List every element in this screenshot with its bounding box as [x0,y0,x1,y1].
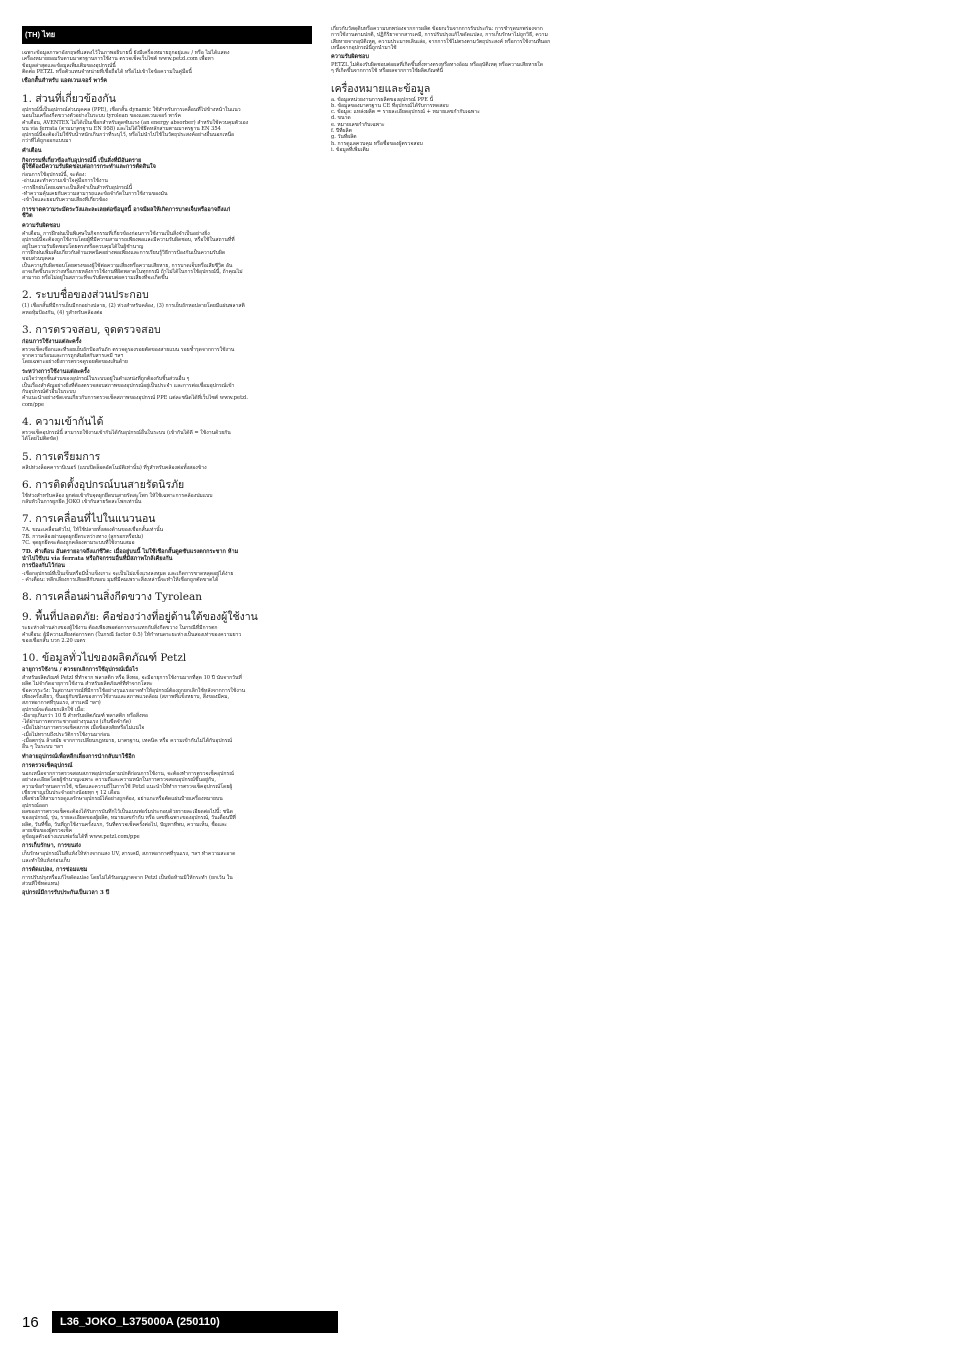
section-heading: 10. ข้อมูลทั่วไปของผลิตภัณฑ์ Petzl [22,652,187,665]
body-paragraph: สำหรับผลิตภัณฑ์ Petzl ที่ทำจาก พลาสติก หรือ สิ่งทอ, จะมีอายุการใช้งานมากที่สุด 10 ปี นับจากวันที่ ผลิต ไม่จำกัดอายุการใช้งาน สำหรับผลิตภัณฑ์ที่ทำจากโลหะ ข้อควรระวัง: ในสถานการณ์ที่มีการใช้อย่างรุนแรงอาจทำให้อุปกรณ์ต้องถูกยกเลิกใช้หลังจากการใช้งาน เพียงครั้งเดียว, ขึ้นอยู่กับชนิดของการใช้งานและสภาพแวดล้อม (สภาพที่แข็งหยาบ, สิ่งของมีคม, สภาพอากาศที่รุนแรง, สารเคมี ฯลฯ) อุปกรณ์จะต้องยกเลิกใช้ เมื่อ: -มีอายุเกินกว่า 10 ปี สำหรับผลิตภัณฑ์ พลาสติก หรือสิ่งทอ -ได้ผ่านการตกกระชากอย่างรุนแรง (เกินขีดจำกัด) -เมื่อไม่ผ่านการตรวจเช็คสภาพ เมื่อข้อสงสัยหรือไม่แน่ใจ -เมื่อไม่ทราบถึงประวัติการใช้งานมาก่อน -เมื่อตกรุ่น ล้าสมัย จากการเปลี่ยนกฎหมาย, มาตรฐาน, เทคนิค หรือ ความเข้ากันไม่ได้กับอุปกรณ์ อื่น ๆ ในระบบ ฯลฯ [22,675,246,751]
section-heading: 3. การตรวจสอบ, จุดตรวจสอบ [22,324,161,336]
page-footer [22,1311,338,1333]
subheading: คำเตือน [22,147,42,154]
body-paragraph: ระยะห่างด้านล่างของผู้ใช้งาน ต้องเพียงพอต่อการกระแทกกับสิ่งกีดขวาง ในกรณีที่มีการตก คำเตือน: ผู้มีความเสี่ยงต่อการตก (ในกรณี factor 0.5) ให้กำหนดระยะห่างเป็นสองเท่าของความยาว ของเชือกสั้น บวก 2.20 เมตร [22,625,242,644]
section-heading: 5. การเตรียมการ [22,450,101,463]
body-paragraph: ใช้ห่วงสำหรับคล้อง ผูกต่อเข้ากับจุดผูกยึดบนสายรัดสะโพก ให้ใช้เฉพาะการคล้องปมแบบ กลับหัวในการผูกยึด JOKO เข้ากับสายรัดสะโพกเท่านั้น [22,492,213,506]
document-code: L36_JOKO_L375000A (250110) [52,1311,338,1333]
right-content [331,26,621,153]
body-paragraph: แน่ใจว่าทุกชิ้นส่วนของอุปกรณ์ในระบบอยู่ในตำแหน่งที่ถูกต้องกับชิ้นส่วนอื่น ๆ เป็นเรื่องสำคัญอย่างยิ่งที่ต้องตรวจสอบสภาพของอุปกรณ์อยู่เป็นประจำ และการต่อเชื่อมอุปกรณ์เข้า กับอุปกรณ์ตัวอื่นในระบบ คำแนะนำอย่างชัดเจนเกี่ยวกับการตรวจเช็คสภาพของอุปกรณ์ PPE แต่ละชนิดได้ที่เว็บไซต์ www.petzl. com/ppe [22,376,249,408]
right-column [331,26,621,154]
body-paragraph: นอกเหนือจากการตรวจสอบสภาพอุปกรณ์ตามปกติก่อนการใช้งาน, จะต้องทำการตรวจเช็คอุปกรณ์ อย่างละเอียดโดยผู้ชำนาญเฉพาะ ความถี่และความหนักในการตรวจสอบอุปกรณ์ขึ้นอยู่กับ, ความข้อกำหนดการใช้, ขนิดและความถี่ในการใช้ Petzl แนะนำให้ทำการตรวจเช็คอุปกรณ์โดยผู้ เชี่ยวชาญเป็นประจำอย่างน้อยทุก ๆ 12 เดือน เพื่อช่วยให้สามารถดูแลรักษาอุปกรณ์ได้อย่างถูกต้อง, อย่าแกะหรือตัดแผ่นป้ายเครื่องหมายบน อุปกรณ์ออก ผลของการตรวจเช็คจะต้องได้รับการบันทึกไว้เป็นแบบฟอร์มประกอบด้วยรายละเอียดต่อไปนี้: ชนิด ของอุปกรณ์, รุ่น, รายละเอียดของผู้ผลิต, หมายเลขกำกับ หรือ เลขที่เฉพาะของอุปกรณ์, วันเดือนปีที่ ผลิต, วันที่ซื้อ, วันที่ถูกใช้งานครั้งแรก, วันที่ตรวจเช็คครั้งต่อไป, ปัญหาที่พบ, ความเห็น, ชื่อและ ลายเซ็นของผู้ตรวจเช็ค ดูข้อมูลตัวอย่างแบบฟอร์มได้ที่ www.petzl.com/ppe [22,771,236,841]
subheading: การเก็บรักษา, การขนส่ง [22,843,81,850]
section-heading: 4. ความเข้ากันได้ [22,415,104,428]
subheading: อายุการใช้งาน / ควรยกเลิกการใช้อุปกรณ์เมื่อไร [22,667,139,674]
subheading: 7D. คำเตือน อันตรายอาจถึงแก่ชีวิต: เมื่ออยู่บนนี้ ไม่ใช้เชือกสั้นดูดซับแรงตกกระชาก ห้าม นำไปใช้บน via ferrata หรือกิจกรรมอื่นที่มีสภาพใกล้เคียงกัน การป้องกันไว้ก่อน [22,549,239,569]
subheading: อุปกรณ์มีการรับประกันเป็นเวลา 3 ปี [22,890,110,897]
body-paragraph: a. ข้อมูลหน่วยงานการผลิตของอุปกรณ์ PPE นี้ b. ข้อมูลของมาตรฐาน CE ที่อุปกรณ์ได้รับการทดสอบ c. ข้อมูล: แหล่งผลิต = รายละเอียดอุปกรณ์ + หมายเลขกำกับเฉพาะ d. ขนาด e. หมายเลขกำกับเฉพาะ f. ปีที่ผลิต g. วันที่ผลิต h. การดูแลควบคุม หรือชื่อของผู้ตรวจสอบ i. ข้อมูลที่เพิ่มเติม [331,96,480,153]
section-heading: 2. ระบบชื่อของส่วนประกอบ [22,289,149,302]
subheading: ความรับผิดชอบ [331,54,369,61]
section-heading: 7. การเคลื่อนที่ไปในแนวนอน [22,513,156,526]
subheading: การตรวจเช็คอุปกรณ์ [22,763,73,770]
left-column [22,26,312,898]
body-paragraph: ก่อนการใช้อุปกรณ์นี้, จะต้อง: -อ่านและทำความเข้าใจคู่มือการใช้งาน -การฝึกฝนโดยเฉพาะเป็นสิ่งจำเป็นสำหรับอุปกรณ์นี้ -ทำความคุ้นเคยกับความสามารถและข้อจำกัดในการใช้งานของมัน -เข้าใจและยอมรับความเสี่ยงที่เกี่ยวข้อง [22,172,168,204]
subheading: ความรับผิดชอบ [22,223,60,230]
section-heading: 1. ส่วนที่เกี่ยวข้องกัน [22,92,116,105]
body-paragraph: เก็บรักษาอุปกรณ์ในที่แห้งให้ห่างจากแสง UV, สารเคมี, สภาพอากาศที่รุนแรง, ฯลฯ ทำความสะอาด และทำให้แห้งก่อนเก็บ [22,851,236,864]
subheading: ก่อนการใช้งานแต่ละครั้ง [22,339,82,345]
body-paragraph: ตรวจเช็คอุปกรณ์นี้ สามารถใช้งานเข้ากันได้กับอุปกรณ์อื่นในระบบ (เข้ากันได้ดี = ใช้งานด้วยกัน ได้โดยไม่ติดขัด) [22,429,231,443]
body-paragraph: 7A. ขณะเคลื่อนตัวไป, ให้ใช้ปลายทั้งสองด้านของเชือกสั้นเท่านั้น 7B. การคล้องผ่านจุดผูกยึดระหว่างทาง (ลูกรอกหรือปม) 7C. จุดผูกยึดจะต้องถูกคล้องตามระบบที่ใช้งานเสมอ [22,527,164,547]
body-paragraph: -เชือกอุปกรณ์ที่เป็นเข็นหรือมีน้ำแข็งเกาะ จะเป็นไม่แข็งแรงลงหมด และเกิดการขาดหลุดอยู่ได้ง่าย - คำเตือน: หลีกเลี่ยงการเสียดสีกับขอบ มุมที่มีคมเพราะสิ่งเหล่านี้จะทำให้เชือกถูกตัดขาดได้ [22,570,234,584]
subheading: กิจกรรมที่เกี่ยวข้องกับอุปกรณ์นี้ เป็นสิ่งที่มีอันตราย ผู้ใช้ต้องมีความรับผิดชอบต่อการกระทำและการตัดสินใจ [22,157,156,171]
section-heading: 9. พื้นที่ปลอดภัย: คือช่องว่างที่อยู่ด้านใต้ของผู้ใช้งาน [22,611,258,624]
section-heading: 8. การเคลื่อนผ่านสิ่งกีดขวาง Tyrolean [22,591,203,604]
subheading: เชือกสั้นสำหรับ แอดเวนเจอร์ พาร์ค [22,78,107,85]
body-paragraph: การปรับปรุงหรือแก้ไขดัดแปลง โดยไม่ได้รับอนุญาตจาก Petzl เป็นข้อห้ามมิให้กระทำ (ยกเว้น ใน ส่วนที่ใช้ทดแทน) [22,874,233,887]
body-paragraph: คลิปห่วงล็อคคาราบิเนอร์ (แบบปิดล็อคอัตโนมัติเท่านั้น) ที่รูสำหรับคล้องต่อทั้งสองข้าง [22,464,207,471]
page-number: 16 [22,1313,39,1331]
body-paragraph: อุปกรณ์นี้เป็นอุปกรณ์ส่วนบุคคล (PPE), เชือกสั้น dynamic ใช้สำหรับการเคลื่อนที่ไปข้างหน้าในแนว นอนในเครื่องกีดขวางตัวอย่างในระบบ tyrolean ของแอดเวนเจอร์ พาร์ค คำเตือน, AVENTEX ไม่ได้เป็นเชือกสำหรับดูดซับแรง (an energy absorber) สำหรับใช้ควบคุมตัวเอง บน via ferrata (ตามมาตรฐาน EN 958) และไม่ได้ใช้ยึดหลักสามตามมาตรฐาน EN 354 อุปกรณ์นี้จะต้องไม่ใช้รับน้ำหนักเกินกว่าที่ระบุไว้, หรือไม่นำไปใช้ในวัตถุประสงค์อย่างอื่นนอกเหนือ กว่าที่ได้ถูกออกแบบมา [22,106,249,145]
left-content [22,50,312,897]
section-heading: เครื่องหมายและข้อมูล [331,82,431,95]
subheading: การขาดความระมัดระวังและละเลยต่อข้อมูลนี้ อาจมีผลให้เกิดการบาดเจ็บหรืออาจถึงแก่ ชีวิต [22,206,231,220]
body-paragraph: คำเตือน, การฝึกฝนเป็นพิเศษในกิจกรรมที่เกี่ยวข้องก่อนการใช้งานเป็นสิ่งจำเป็นอย่างยิ่ง อุปกรณ์นี้จะต้องถูกใช้งานโดยผู้ที่มีความสามารถเพียงพอและมีความรับผิดชอบ, หรือใช้ในสถานที่ที่ อยู่ในความรับผิดชอบโดยตรงหรือควบคุมได้ในผู้ชำนาญ การฝึกฝนเพิ่มเติมเกี่ยวกับด้านเทคนิคอย่างพอเพียงและการเรียนรู้วิธีการป้องกันเป็นความรับผิด ชอบส่วนบุคคล เป็นความรับผิดชอบโดยตรงของผู้ใช้ต่อความเสี่ยงหรือความเสียหาย, การบาดเจ็บหรือเสียชีวิต อัน อาจเกิดขึ้นระหว่างหรือภายหลังการใช้งานที่ผิดพลาดในทุกกรณี ถ้าไม่ได้ในการใช้อุปกรณ์นี้, ถ้าคุณไม่ สามารถ หรือไม่อยู่ในสภาวะที่จะรับผิดชอบต่อความเสี่ยงที่จะเกิดขึ้น [22,231,243,282]
language-header: (TH) ไทย [22,26,312,44]
subheading: การดัดแปลง, การซ่อมแซม [22,866,88,873]
section-heading: 6. การติดตั้งอุปกรณ์บนสายรัดนิรภัย [22,478,185,491]
body-paragraph: ตรวจเช็คเชือกและที่รอยเย็บถักป้องกันถัก ตรวจดูรองรอยตัดของสายแบน รอยช้ำรุดจากการใช้งาน จากความร้อนและการถูกสัมผัสกับสารเคมี ฯลฯ โดยเฉพาะอย่างยิ่งการตรวจดูรอยตัดของเส้นด้าย [22,346,235,366]
subheading: ทำลายอุปกรณ์เพื่อหลีกเลี่ยงการนำกลับมาใช้อีก [22,753,135,760]
body-paragraph: PETZL ไม่ต้องรับผิดชอบต่อผลที่เกิดขึ้นทั้งทางตรงหรือทางอ้อม หรืออุบัติเหตุ หรือความเสียหายใด ๆ ที่เกิดขึ้นจากการใช้ หรือผลจากการใช้ผลิตภัณฑ์นี้ [331,61,544,75]
body-paragraph: เฉพาะข้อมูลภาษาอังกฤษที่แสดงไว้ในภาพอธิบายนี้ ยังมีเครื่องหมายถูกอยู่และ / หรือ ไม่ได้แสดง เครื่องหมายยอมรับตามมาตรฐานการใช้งาน ตรวจเช็คเว็บไซต์ www.petzl.com เพื่อหา ข้อมูลล่าสุดและข้อมูลเพิ่มเติมของอุปกรณ์นี้ ติดต่อ PETZL หรือตัวแทนจำหน่ายที่เชื่อถือได้ หรือไม่เข้าใจข้อความในคู่มือนี้ [22,50,230,75]
body-paragraph: (1) เชือกสั้นที่มีการเย็บมีกกอย่างปลาย, (2) ห่วงสำหรับคล้อง, (3) การเย็บถักหอปลายโดยมีแผ่นพลาสติ คหอหุ้มป้องกัน, (4) รูสำหรับคล้องต่อ [22,303,245,316]
subheading: ระหว่างการใช้งานแต่ละครั้ง [22,368,90,375]
body-paragraph: เกี่ยวกับวัสดุดิบหรือความบกพร่องจากการผลิต ข้อยกเว้นจากการรับประกัน: การชำรุดบกพร่องจาก การใช้งานตามปกติ, ปฏิกิริยาจากสารเคมี, การปรับปรุงแก้ไขดัดแปลง, การเก็บรักษาไม่ถูกวิธี, ความ เสียหายจากอุบัติเหตุ, ความประมาทเลินเล่อ, จากการใช้ไม่ตรงตามวัตถุประสงค์ หรือการใช้งานที่นอก เหนือจากอุปกรณ์นี้ถูกนำมาใช้ [331,26,551,51]
